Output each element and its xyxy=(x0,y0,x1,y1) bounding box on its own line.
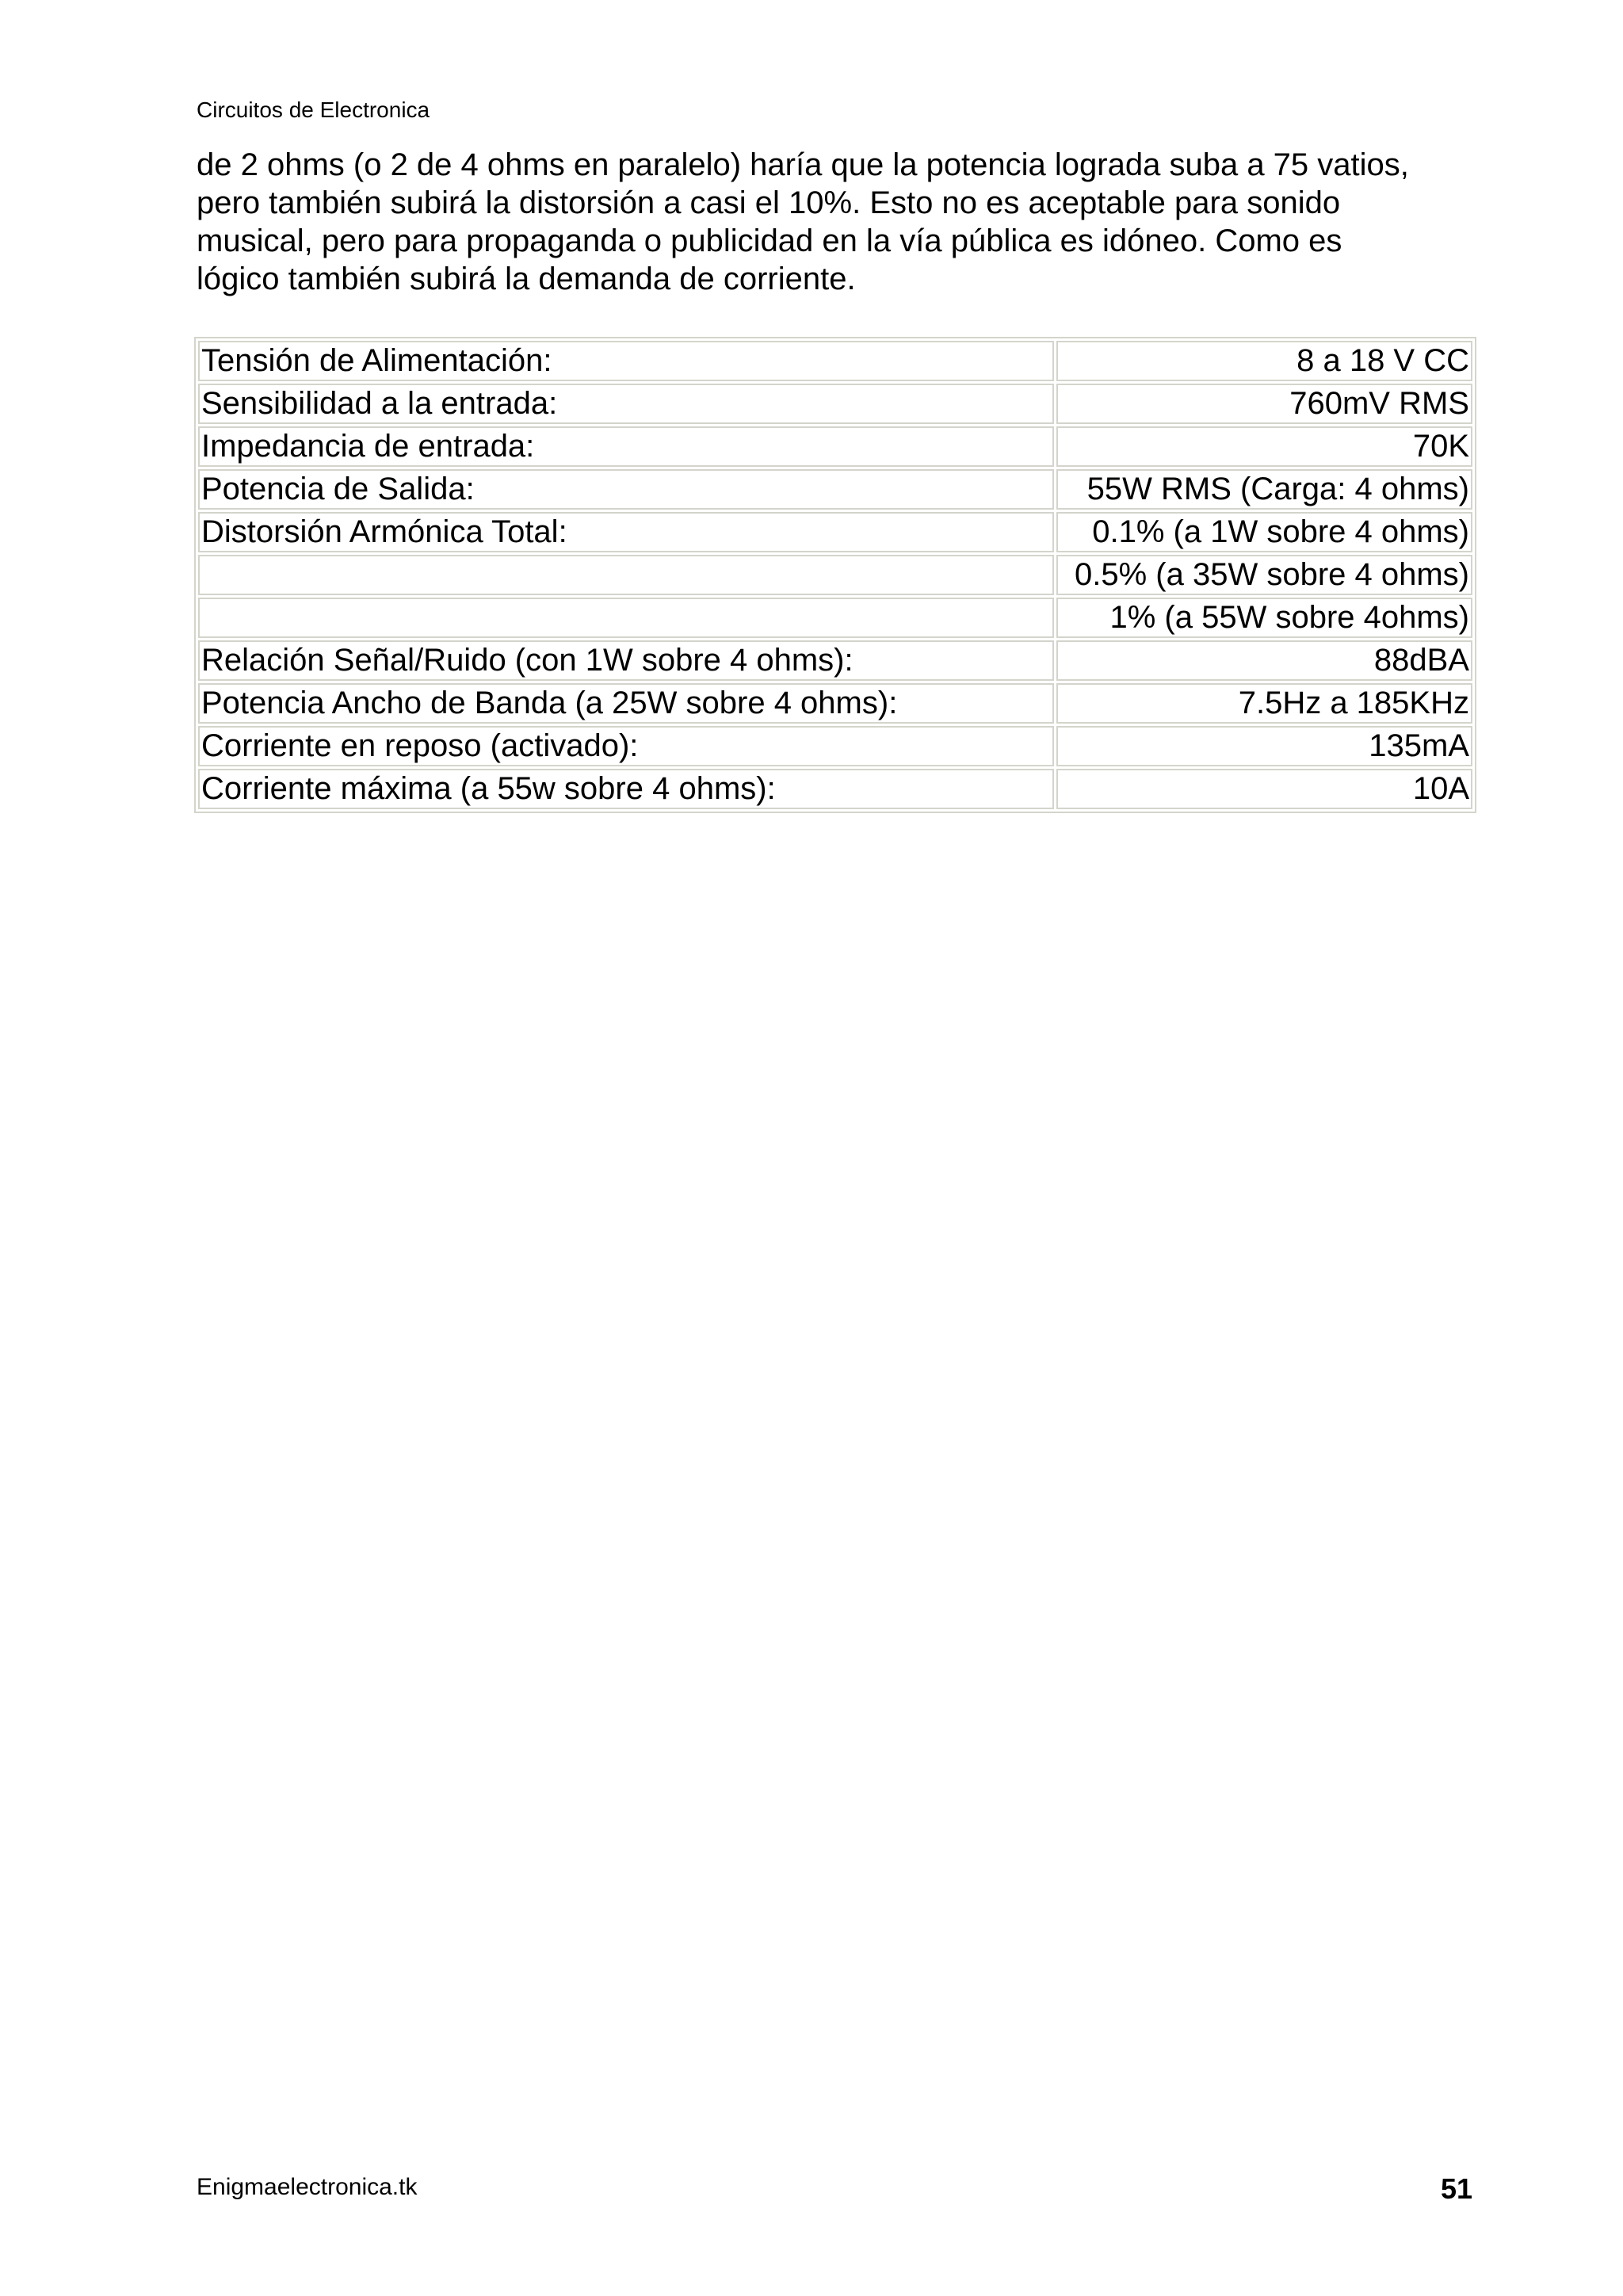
intro-paragraph xyxy=(197,146,1480,298)
spec-label: Impedancia de entrada: xyxy=(198,426,1054,467)
table-row xyxy=(198,640,1472,681)
table-row xyxy=(198,341,1472,381)
spec-value: 10A xyxy=(1056,769,1472,809)
intro-line: lógico también subirá la demanda de corriente. xyxy=(197,262,856,296)
spec-label: Sensibilidad a la entrada: xyxy=(198,384,1054,424)
table-row xyxy=(198,598,1472,638)
running-header: Circuitos de Electronica xyxy=(197,97,430,122)
intro-line: musical, pero para propaganda o publicidad en la vía pública es idóneo. Como es xyxy=(197,223,1342,258)
table-row xyxy=(198,426,1472,467)
spec-label: Tensión de Alimentación: xyxy=(198,341,1054,381)
spec-value: 55W RMS (Carga: 4 ohms) xyxy=(1056,469,1472,510)
spec-value: 760mV RMS xyxy=(1056,384,1472,424)
spec-value: 7.5Hz a 185KHz xyxy=(1056,683,1472,724)
table-row xyxy=(198,683,1472,724)
table-row xyxy=(198,384,1472,424)
spec-value: 1% (a 55W sobre 4ohms) xyxy=(1056,598,1472,638)
spec-label xyxy=(198,555,1054,595)
table-row xyxy=(198,469,1472,510)
specifications-table xyxy=(194,337,1476,813)
spec-value: 0.5% (a 35W sobre 4 ohms) xyxy=(1056,555,1472,595)
spec-label: Distorsión Armónica Total: xyxy=(198,512,1054,552)
table-row xyxy=(198,555,1472,595)
table-row xyxy=(198,512,1472,552)
spec-label: Corriente en reposo (activado): xyxy=(198,726,1054,766)
footer-site: Enigmaelectronica.tk xyxy=(197,2174,418,2200)
intro-line: de 2 ohms (o 2 de 4 ohms en paralelo) haría que la potencia lograda suba a 75 vatios, xyxy=(197,147,1409,182)
spec-value: 88dBA xyxy=(1056,640,1472,681)
spec-label: Corriente máxima (a 55w sobre 4 ohms): xyxy=(198,769,1054,809)
spec-label: Relación Señal/Ruido (con 1W sobre 4 ohms): xyxy=(198,640,1054,681)
page-number: 51 xyxy=(1440,2172,1472,2205)
spec-value: 8 a 18 V CC xyxy=(1056,341,1472,381)
intro-line: pero también subirá la distorsión a casi el 10%. Esto no es aceptable para sonido xyxy=(197,185,1341,220)
spec-value: 70K xyxy=(1056,426,1472,467)
table-row xyxy=(198,726,1472,766)
spec-value: 135mA xyxy=(1056,726,1472,766)
spec-label: Potencia Ancho de Banda (a 25W sobre 4 ohms): xyxy=(198,683,1054,724)
table-row xyxy=(198,769,1472,809)
spec-label xyxy=(198,598,1054,638)
spec-label: Potencia de Salida: xyxy=(198,469,1054,510)
spec-value: 0.1% (a 1W sobre 4 ohms) xyxy=(1056,512,1472,552)
